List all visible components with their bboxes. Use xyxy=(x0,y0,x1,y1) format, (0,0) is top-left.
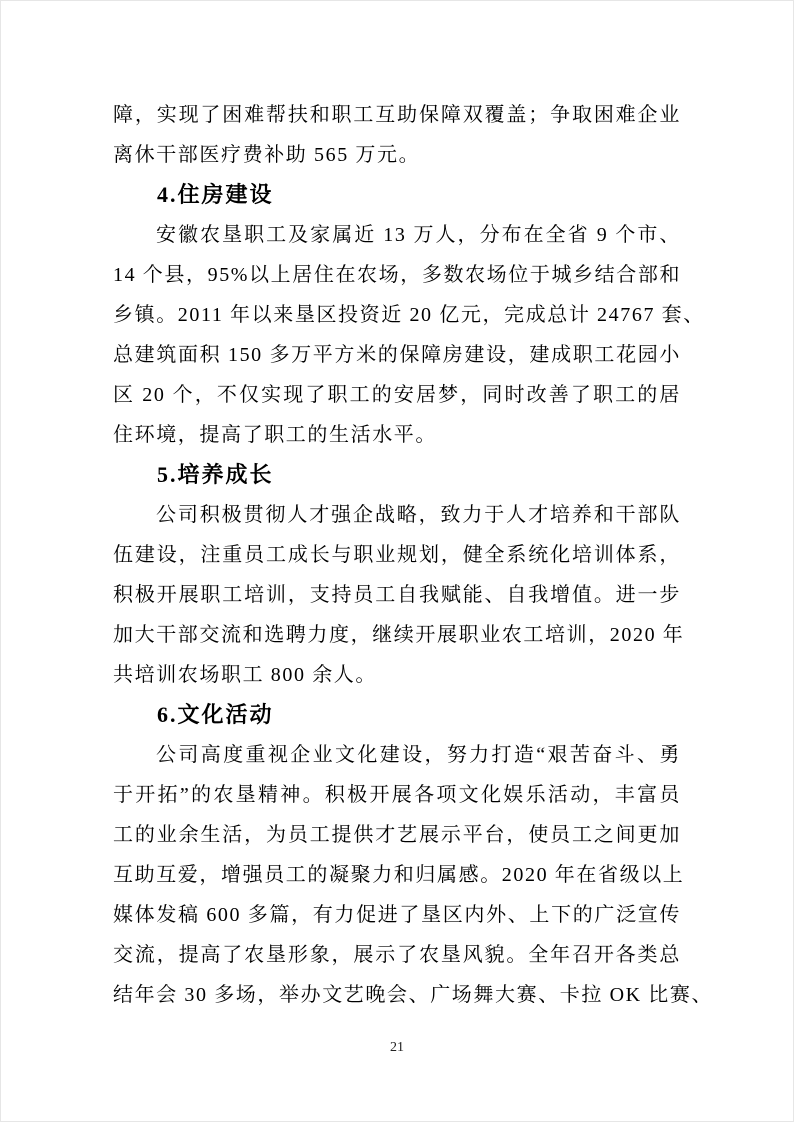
text-line: 工的业余生活，为员工提供才艺展示平台，使员工之间更加 xyxy=(113,824,681,846)
text-line: 加大干部交流和选聘力度，继续开展职业农工培训，2020 年 xyxy=(113,624,685,646)
text-line: 积极开展职工培训，支持员工自我赋能、自我增值。进一步 xyxy=(113,584,681,606)
text-line: 共培训农场职工 800 余人。 xyxy=(113,664,377,686)
section-heading-housing: 4.住房建设 xyxy=(157,182,274,207)
text-line: 媒体发稿 600 多篇，有力促进了垦区内外、上下的广泛宣传 xyxy=(113,904,681,926)
section-heading-culture: 6.文化活动 xyxy=(157,702,274,727)
text-line: 公司高度重视企业文化建设，努力打造“艰苦奋斗、勇 xyxy=(156,744,681,766)
text-line: 区 20 个，不仅实现了职工的安居梦，同时改善了职工的居 xyxy=(113,384,681,406)
text-line: 障，实现了困难帮扶和职工互助保障双覆盖；争取困难企业 xyxy=(113,104,681,126)
text-line: 住环境，提高了职工的生活水平。 xyxy=(113,424,437,446)
text-line: 乡镇。2011 年以来垦区投资近 20 亿元，完成总计 24767 套、 xyxy=(113,304,705,326)
page-number: 21 xyxy=(390,1040,404,1055)
text-line: 互助互爱，增强员工的凝聚力和归属感。2020 年在省级以上 xyxy=(113,864,685,886)
text-line: 公司积极贯彻人才强企战略，致力于人才培养和干部队 xyxy=(156,504,681,526)
section-heading-training: 5.培养成长 xyxy=(157,462,274,487)
text-line: 于开拓”的农垦精神。积极开展各项文化娱乐活动，丰富员 xyxy=(113,784,681,806)
text-line: 交流，提高了农垦形象，展示了农垦风貌。全年召开各类总 xyxy=(113,944,681,966)
text-line: 结年会 30 多场，举办文艺晚会、广场舞大赛、卡拉 OK 比赛、 xyxy=(113,984,714,1006)
text-line: 安徽农垦职工及家属近 13 万人，分布在全省 9 个市、 xyxy=(156,224,681,246)
text-line: 离休干部医疗费补助 565 万元。 xyxy=(113,144,421,166)
text-line: 总建筑面积 150 多万平方米的保障房建设，建成职工花园小 xyxy=(113,344,681,366)
text-line: 14 个县，95%以上居住在农场，多数农场位于城乡结合部和 xyxy=(113,264,682,286)
text-line: 伍建设，注重员工成长与职业规划，健全系统化培训体系， xyxy=(113,544,681,566)
